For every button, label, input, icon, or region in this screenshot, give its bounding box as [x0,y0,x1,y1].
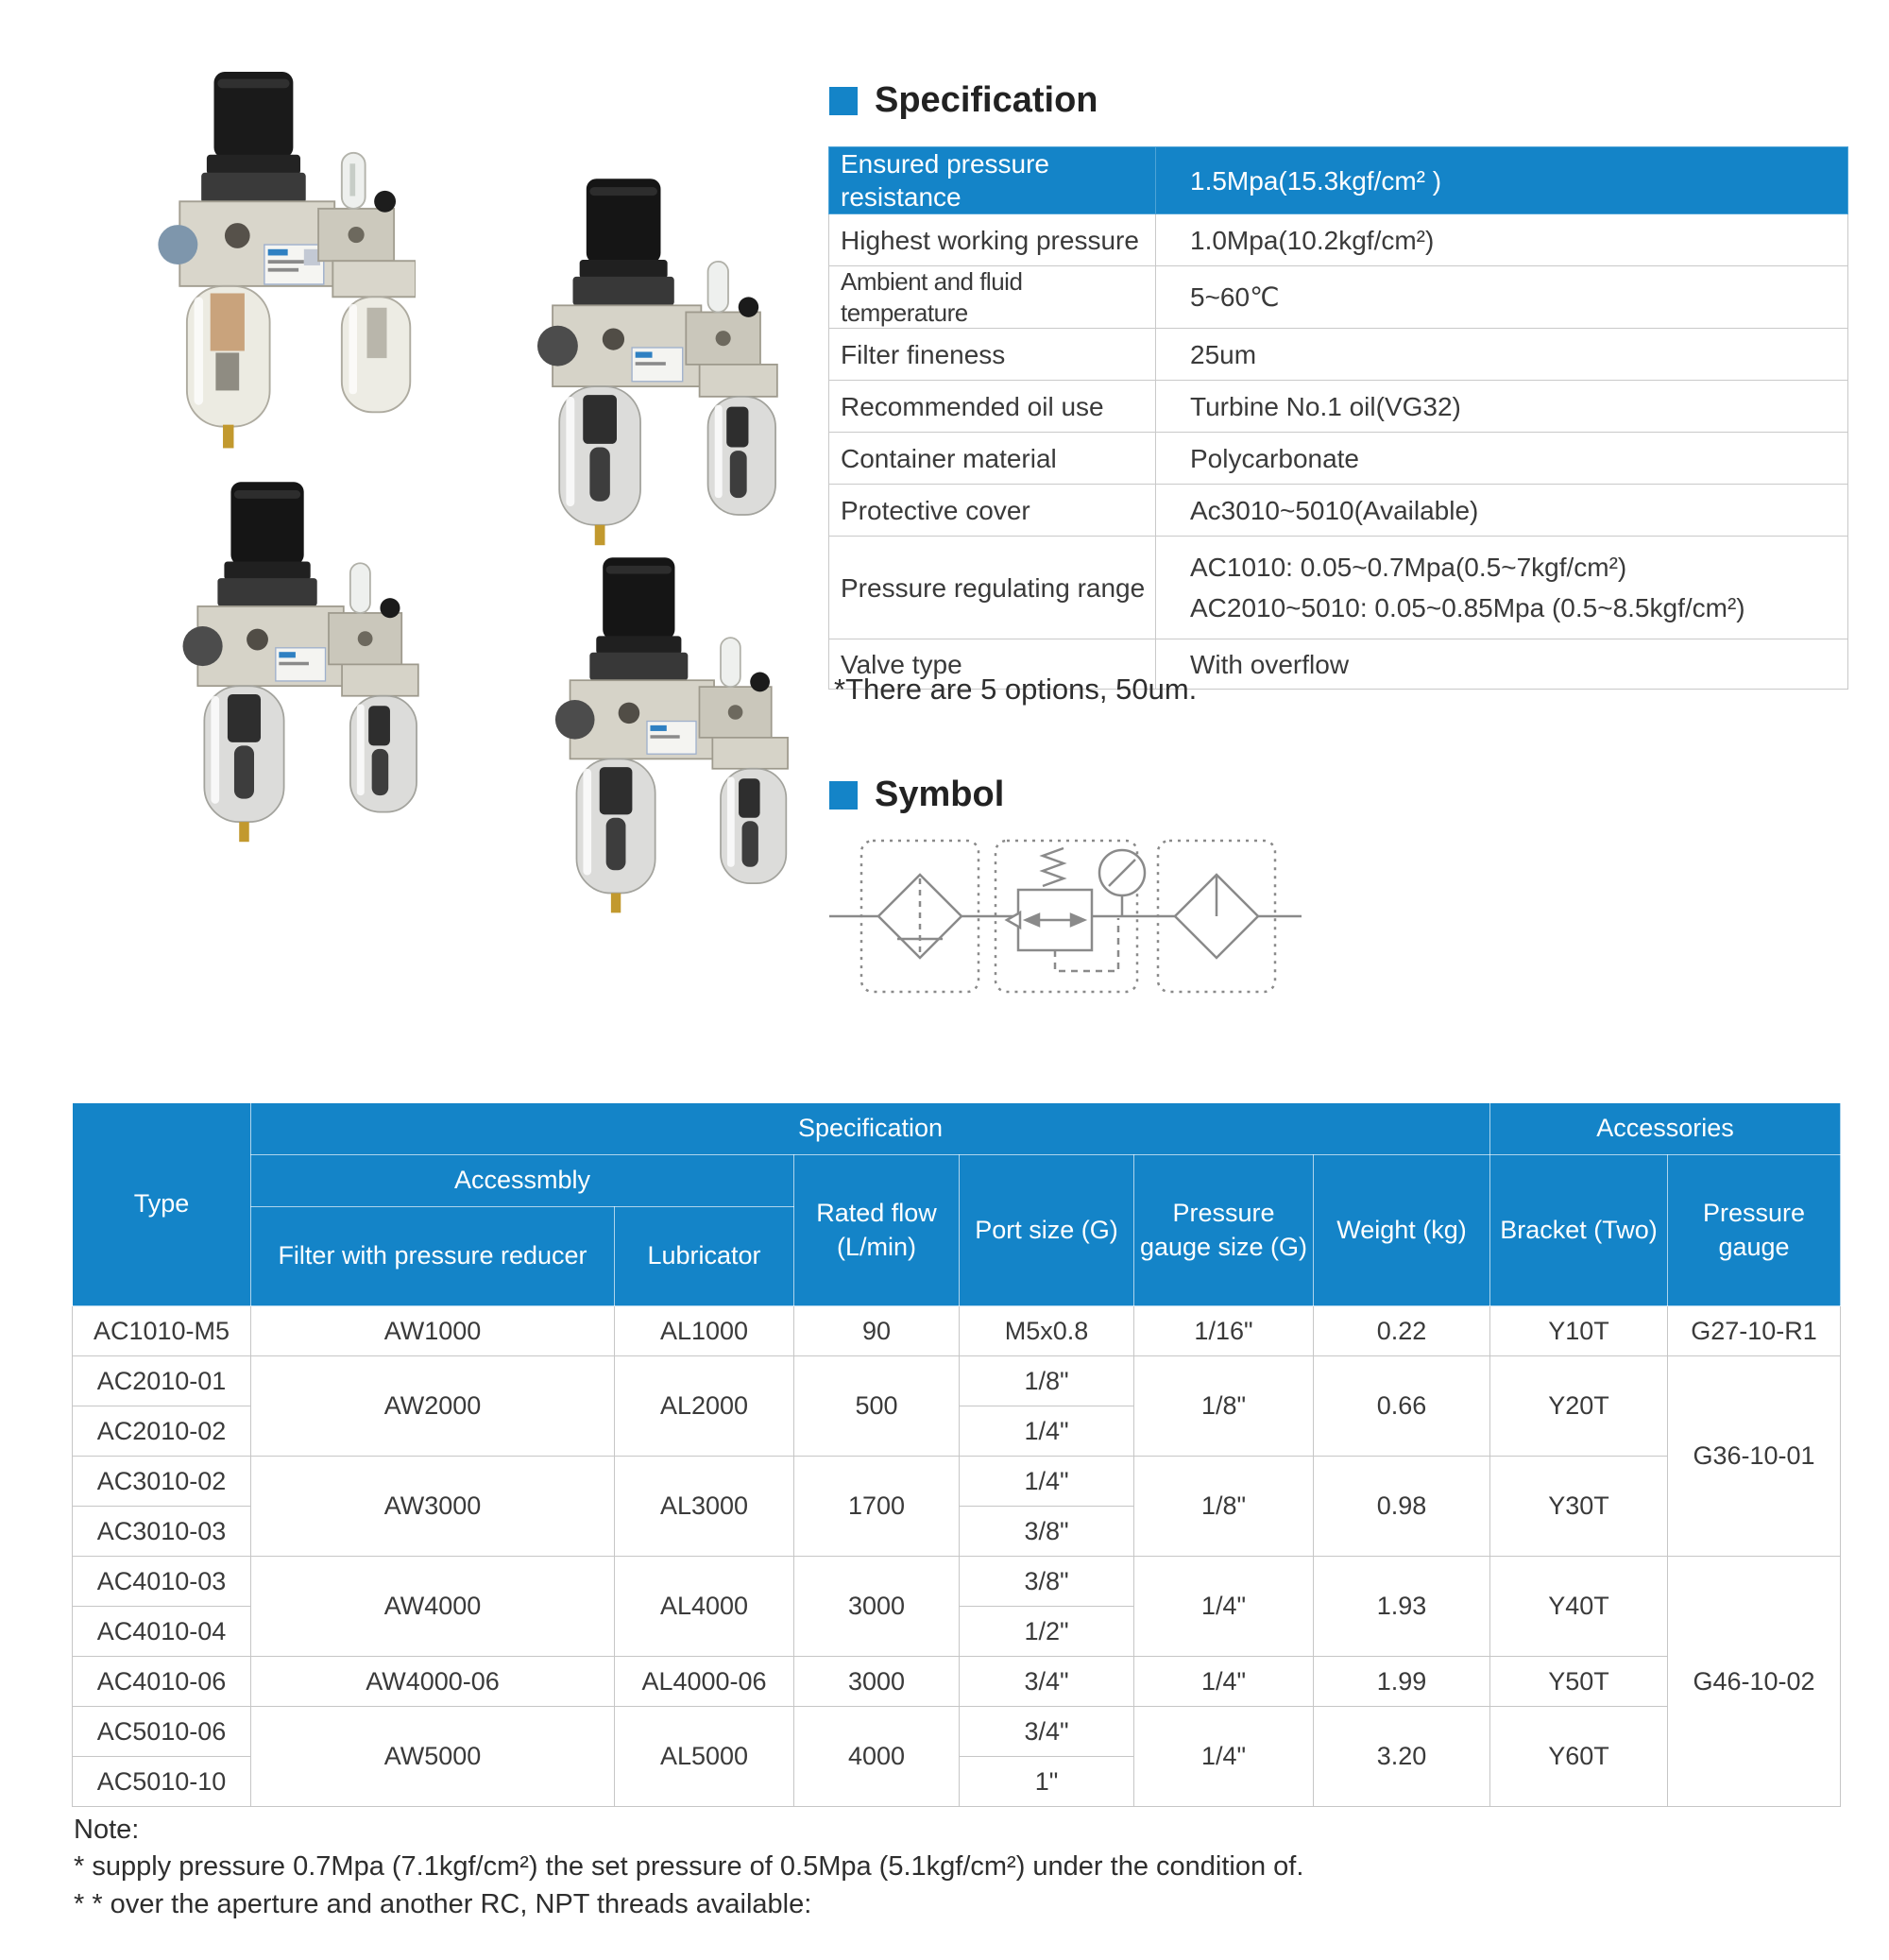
col-rated-flow: Rated flow (L/min) [794,1155,960,1306]
cell-bracket: Y40T [1490,1557,1668,1657]
table-row [73,1356,1841,1406]
cell-lubricator: AL3000 [615,1457,794,1557]
cell-port-size: 1/4" [960,1406,1134,1457]
cell-type: AC4010-03 [73,1557,251,1607]
table-row [829,266,1848,329]
spec-footnote: *There are 5 options, 50um. [834,673,1198,706]
cell-port-size: 1/2" [960,1607,1134,1657]
cell-pressure-gauge: G27-10-R1 [1668,1306,1841,1356]
cell-lubricator: AL4000-06 [615,1657,794,1707]
spec-label: Valve type [829,639,1156,690]
table-row [829,537,1848,639]
cell-port-size: 3/8" [960,1557,1134,1607]
cell-gauge-size: 1/4" [1134,1657,1314,1707]
cell-rated-flow: 1700 [794,1457,960,1557]
col-filter: Filter with pressure reducer [251,1207,615,1306]
table-row [73,1707,1841,1757]
cell-port-size: 1/4" [960,1457,1134,1507]
note-title: Note: [74,1815,140,1845]
table-row [73,1457,1841,1507]
cell-type: AC3010-02 [73,1457,251,1507]
section-bullet-icon [829,87,858,115]
spec-value-line-2: AC2010~5010: 0.05~0.85Mpa (0.5~8.5kgf/cm²) [1190,593,1745,622]
cell-weight: 0.66 [1314,1356,1490,1457]
col-pressure-gauge: Pressure gauge [1668,1155,1841,1306]
table-row [829,381,1848,433]
table-header-row [73,1103,1841,1155]
cell-type: AC1010-M5 [73,1306,251,1356]
product-photo-frl-medium [505,170,784,557]
cell-rated-flow: 4000 [794,1707,960,1807]
symbol-section-title [829,775,1004,815]
spec-value: With overflow [1156,639,1848,690]
table-row [73,1557,1841,1607]
table-row [829,485,1848,537]
cell-lubricator: AL5000 [615,1707,794,1807]
cell-gauge-size: 1/4" [1134,1707,1314,1807]
spec-value: Ac3010~5010(Available) [1156,485,1848,537]
symbol-title-text: Symbol [875,775,1005,814]
cell-type: AC2010-01 [73,1356,251,1406]
cell-lubricator: AL4000 [615,1557,794,1657]
col-bracket: Bracket (Two) [1490,1155,1668,1306]
spec-value: 1.0Mpa(10.2kgf/cm²) [1156,214,1848,266]
cell-port-size: 1/8" [960,1356,1134,1406]
cell-port-size: M5x0.8 [960,1306,1134,1356]
pneumatic-circuit-symbol [829,831,1302,1001]
spec-value: Polycarbonate [1156,433,1848,485]
model-selection-table [72,1102,1841,1807]
note-line-2: * * over the aperture and another RC, NPT threads available: [74,1888,812,1919]
col-type: Type [73,1103,251,1306]
cell-type: AC5010-10 [73,1757,251,1807]
cell-bracket: Y20T [1490,1356,1668,1457]
cell-type: AC4010-04 [73,1607,251,1657]
product-photo-frl-compact [518,553,801,921]
spec-table [828,146,1848,690]
cell-rated-flow: 90 [794,1306,960,1356]
group-accessmbly: Accessmbly [251,1155,794,1207]
cell-weight: 0.98 [1314,1457,1490,1557]
cell-filter: AW4000 [251,1557,615,1657]
spec-label: Ambient and fluid temperature [829,266,1156,329]
group-accessories: Accessories [1490,1103,1841,1155]
cell-bracket: Y10T [1490,1306,1668,1356]
cell-filter: AW3000 [251,1457,615,1557]
table-header-row [73,1155,1841,1207]
cell-port-size: 3/4" [960,1657,1134,1707]
spec-label: Pressure regulating range [829,537,1156,639]
cell-pressure-gauge: G46-10-02 [1668,1557,1841,1807]
cell-bracket: Y30T [1490,1457,1668,1557]
spec-label: Protective cover [829,485,1156,537]
cell-pressure-gauge: G36-10-01 [1668,1356,1841,1557]
cell-lubricator: AL2000 [615,1356,794,1457]
col-lubricator: Lubricator [615,1207,794,1306]
spec-label: Highest working pressure [829,214,1156,266]
col-gauge-size: Pressure gauge size (G) [1134,1155,1314,1306]
section-bullet-icon [829,781,858,810]
spec-value: 25um [1156,329,1848,381]
cell-type: AC4010-06 [73,1657,251,1707]
cell-bracket: Y50T [1490,1657,1668,1707]
table-row [73,1657,1841,1707]
table-row [829,214,1848,266]
spec-label: Ensured pressure resistance [829,147,1156,214]
cell-weight: 1.93 [1314,1557,1490,1657]
cell-weight: 1.99 [1314,1657,1490,1707]
table-row [829,147,1848,214]
spec-label: Container material [829,433,1156,485]
cell-gauge-size: 1/8" [1134,1457,1314,1557]
note-line-1: * supply pressure 0.7Mpa (7.1kgf/cm²) the set pressure of 0.5Mpa (5.1kgf/cm²) under the condition of. [74,1851,1304,1883]
cell-filter: AW5000 [251,1707,615,1807]
cell-port-size: 3/8" [960,1507,1134,1557]
group-specification: Specification [251,1103,1490,1155]
spec-label: Filter fineness [829,329,1156,381]
cell-port-size: 3/4" [960,1707,1134,1757]
cell-filter: AW2000 [251,1356,615,1457]
cell-type: AC2010-02 [73,1406,251,1457]
spec-value: 1.5Mpa(15.3kgf/cm² ) [1156,147,1848,214]
col-weight: Weight (kg) [1314,1155,1490,1306]
col-port-size: Port size (G) [960,1155,1134,1306]
cell-weight: 0.22 [1314,1306,1490,1356]
product-photo-frl-large [132,477,444,850]
cell-rated-flow: 500 [794,1356,960,1457]
cell-weight: 3.20 [1314,1707,1490,1807]
cell-rated-flow: 3000 [794,1557,960,1657]
cell-type: AC5010-06 [73,1707,251,1757]
spec-value: 5~60℃ [1156,266,1848,329]
cell-rated-flow: 3000 [794,1657,960,1707]
cell-filter: AW1000 [251,1306,615,1356]
table-row [829,329,1848,381]
spec-label: Recommended oil use [829,381,1156,433]
cell-bracket: Y60T [1490,1707,1668,1807]
note-block [74,1814,1303,1925]
spec-value: Turbine No.1 oil(VG32) [1156,381,1848,433]
cell-gauge-size: 1/16" [1134,1306,1314,1356]
cell-lubricator: AL1000 [615,1306,794,1356]
table-row [829,433,1848,485]
product-photo-frl-small [128,66,416,463]
spec-value [1156,537,1848,639]
cell-gauge-size: 1/8" [1134,1356,1314,1457]
spec-value-line-1: AC1010: 0.05~0.7Mpa(0.5~7kgf/cm²) [1190,552,1627,582]
table-row [73,1306,1841,1356]
cell-type: AC3010-03 [73,1507,251,1557]
specification-section-title [829,80,1098,121]
cell-gauge-size: 1/4" [1134,1557,1314,1657]
cell-filter: AW4000-06 [251,1657,615,1707]
cell-port-size: 1" [960,1757,1134,1807]
specification-title-text: Specification [875,80,1098,120]
